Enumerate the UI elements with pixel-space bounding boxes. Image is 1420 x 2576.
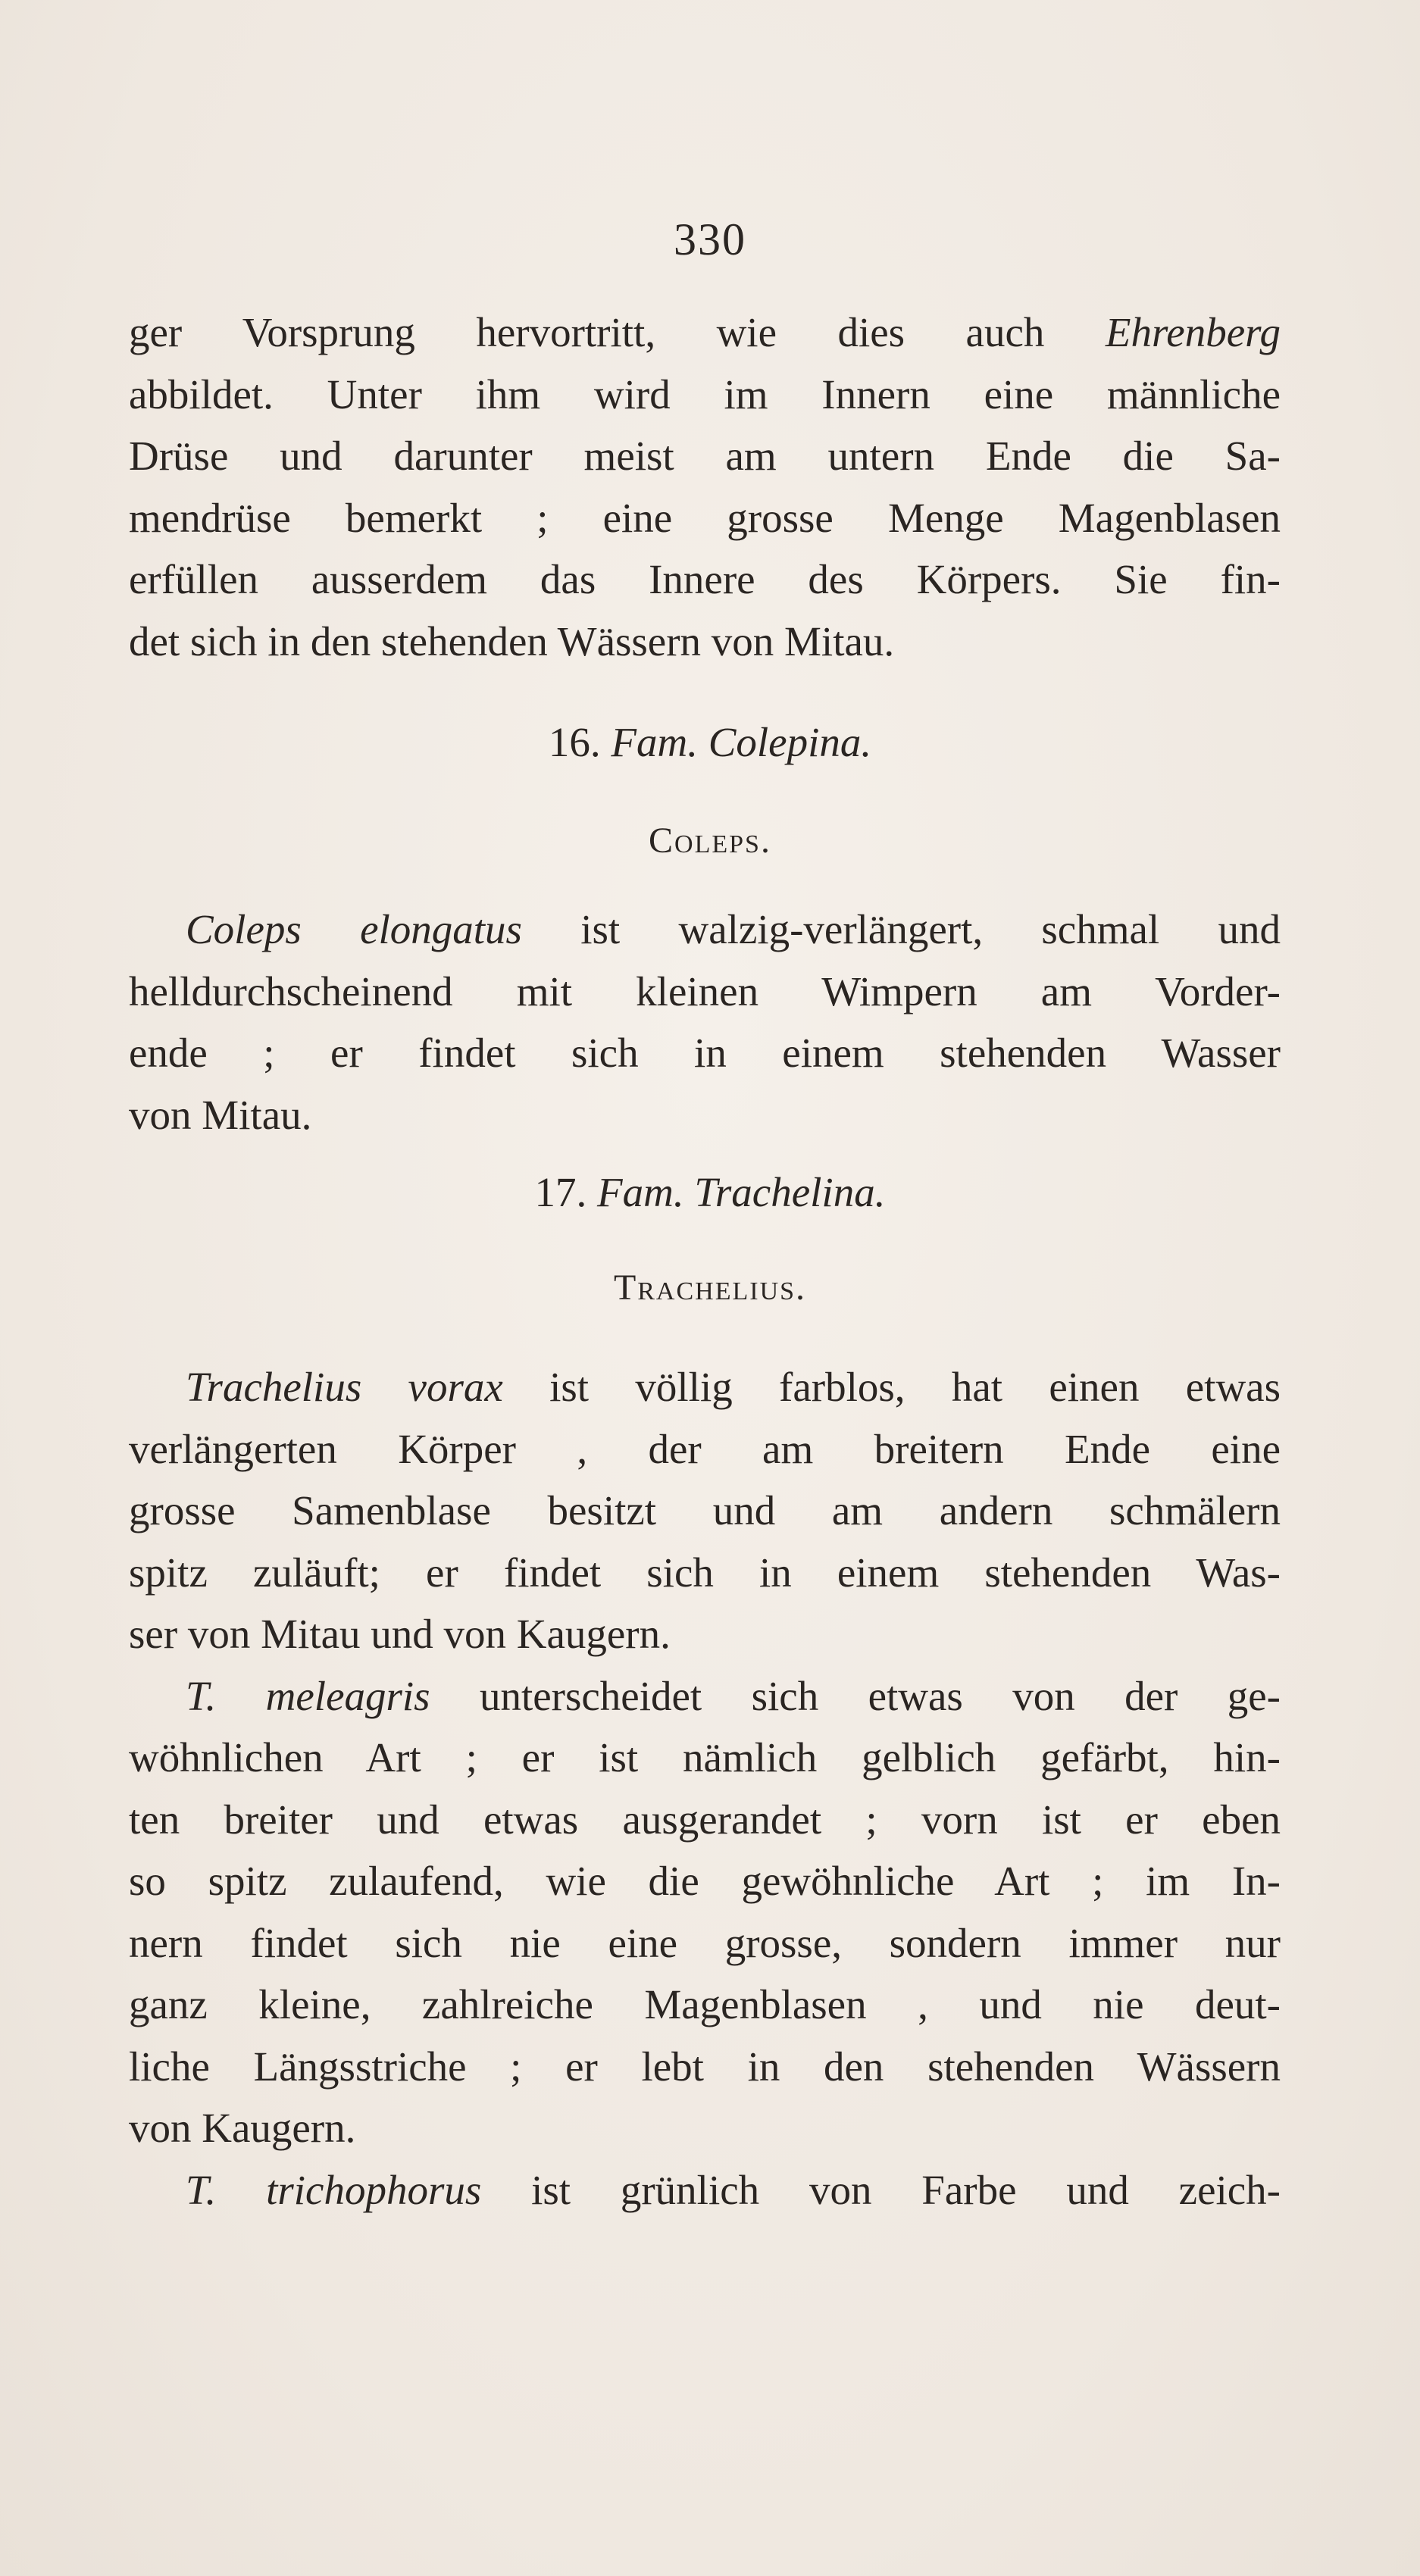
text-line: T. meleagris unterscheidet sich etwas von der ge-: [186, 1672, 1281, 1719]
text-line: von Kaugern.: [129, 2105, 356, 2151]
text-line: ten breiter und etwas ausgerandet ; vorn ist er eben: [129, 1796, 1281, 1843]
page-number: 330: [674, 214, 746, 264]
text-line: ger Vorsprung hervortritt, wie dies auch Ehrenberg: [129, 309, 1281, 355]
paragraph-block-3: [129, 1356, 1281, 2221]
text-line: mendrüse bemerkt ; eine grosse Menge Magenblasen: [129, 494, 1281, 541]
text-line: T. trichophorus ist grünlich von Farbe und zeich-: [186, 2166, 1281, 2213]
text-line: grosse Samenblase besitzt und am andern schmälern: [129, 1487, 1281, 1533]
text-line: abbildet. Unter ihm wird im Innern eine männliche: [129, 370, 1281, 417]
text-line: ser von Mitau und von Kaugern.: [129, 1611, 671, 1657]
text-line: ende ; er findet sich in einem stehenden Wasser: [129, 1030, 1281, 1076]
text-line: erfüllen ausserdem das Innere des Körpers. Sie fin-: [129, 556, 1281, 602]
genus-heading-coleps: Coleps.: [649, 821, 771, 861]
text-line: verlängerten Körper , der am breitern Ende eine: [129, 1425, 1281, 1472]
text-line: helldurchscheinend mit kleinen Wimpern am Vorder-: [129, 968, 1281, 1014]
text-line: so spitz zulaufend, wie die gewöhnliche Art ; im In-: [129, 1858, 1281, 1904]
text-line: spitz zuläuft; er findet sich in einem stehenden Was-: [129, 1549, 1281, 1596]
genus-heading-trachelius: Trachelius.: [613, 1268, 807, 1308]
text-line: Trachelius vorax ist völlig farblos, hat einen etwas: [186, 1364, 1281, 1410]
family-heading-colepina: 16. Fam. Colepina.: [548, 719, 872, 765]
family-heading-trachelina: 17. Fam. Trachelina.: [534, 1169, 886, 1215]
text-line: det sich in den stehenden Wässern von Mitau.: [129, 617, 895, 664]
paragraph-block-2: [129, 899, 1281, 1146]
text-line: ganz kleine, zahlreiche Magenblasen , und nie deut-: [129, 1981, 1281, 2027]
paragraph-block-1: [129, 302, 1281, 672]
text-line: liche Längsstriche ; er lebt in den stehenden Wässern: [129, 2043, 1281, 2090]
text-line: wöhnlichen Art ; er ist nämlich gelblich gefärbt, hin-: [129, 1734, 1281, 1780]
text-line: nern findet sich nie eine grosse, sondern immer nur: [129, 1919, 1281, 1966]
text-line: Coleps elongatus ist walzig-verlängert, schmal und: [186, 906, 1281, 952]
text-line: Drüse und darunter meist am untern Ende die Sa-: [129, 433, 1281, 479]
text-line: von Mitau.: [129, 1091, 312, 1138]
